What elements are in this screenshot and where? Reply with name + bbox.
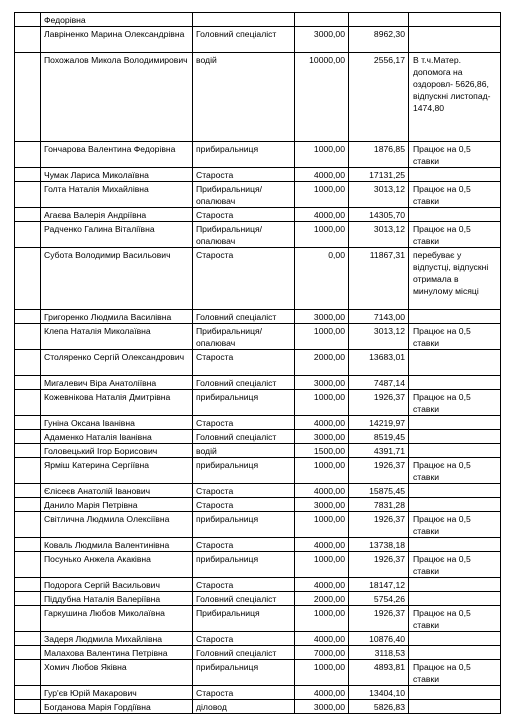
position-cell: Староста — [193, 350, 295, 376]
salary-cell: 3000,00 — [295, 498, 349, 512]
note-cell: Працює на 0,5 ставки — [409, 390, 501, 416]
paid-amount-cell: 7831,28 — [349, 498, 409, 512]
salary-cell: 2000,00 — [295, 350, 349, 376]
position-cell: Староста — [193, 632, 295, 646]
paid-amount-cell: 8962,30 — [349, 27, 409, 53]
salary-cell: 1000,00 — [295, 324, 349, 350]
table-row — [15, 498, 501, 512]
salary-cell: 4000,00 — [295, 168, 349, 182]
salary-cell: 4000,00 — [295, 578, 349, 592]
employee-name-cell: Гаркушина Любов Миколаївна — [41, 606, 193, 632]
row-index-cell — [15, 310, 41, 324]
table-row — [15, 646, 501, 660]
note-cell: перебуває у відпустці, відпускні отримала в минулому місяці — [409, 248, 501, 310]
row-index-cell — [15, 700, 41, 714]
note-cell: Працює на 0,5 ставки — [409, 222, 501, 248]
note-cell — [409, 484, 501, 498]
row-index-cell — [15, 538, 41, 552]
paid-amount-cell: 11867,31 — [349, 248, 409, 310]
note-cell — [409, 646, 501, 660]
salary-cell: 1000,00 — [295, 552, 349, 578]
position-cell: Головний спеціаліст — [193, 430, 295, 444]
paid-amount-cell: 1926,37 — [349, 606, 409, 632]
row-index-cell — [15, 142, 41, 168]
table-row — [15, 444, 501, 458]
salary-cell: 1000,00 — [295, 142, 349, 168]
employee-name-cell: Ярміш Катерина Сергіївна — [41, 458, 193, 484]
paid-amount-cell: 3118,53 — [349, 646, 409, 660]
row-index-cell — [15, 430, 41, 444]
position-cell: Головний спеціаліст — [193, 310, 295, 324]
salary-cell: 4000,00 — [295, 538, 349, 552]
employee-name-cell: Головецький Ігор Борисович — [41, 444, 193, 458]
position-cell: Староста — [193, 248, 295, 310]
row-index-cell — [15, 208, 41, 222]
note-cell — [409, 578, 501, 592]
paid-amount-cell: 3013,12 — [349, 182, 409, 208]
employee-name-cell: Посунько Анжела Акаківна — [41, 552, 193, 578]
employee-name-cell: Гуніна Оксана Іванівна — [41, 416, 193, 430]
table-row — [15, 606, 501, 632]
note-cell — [409, 592, 501, 606]
table-row — [15, 27, 501, 53]
salary-cell: 4000,00 — [295, 632, 349, 646]
note-cell: Працює на 0,5 ставки — [409, 182, 501, 208]
table-row — [15, 484, 501, 498]
salary-cell: 1000,00 — [295, 660, 349, 686]
position-cell: Прибиральниця/ опалювач — [193, 324, 295, 350]
salary-cell: 3000,00 — [295, 700, 349, 714]
paid-amount-cell: 2556,17 — [349, 53, 409, 142]
row-index-cell — [15, 484, 41, 498]
salary-cell: 7000,00 — [295, 646, 349, 660]
salary-cell: 2000,00 — [295, 592, 349, 606]
table-row — [15, 512, 501, 538]
table-row — [15, 430, 501, 444]
employee-name-cell: Агаєва Валерія Андріївна — [41, 208, 193, 222]
salary-cell: 10000,00 — [295, 53, 349, 142]
row-index-cell — [15, 444, 41, 458]
table-row — [15, 458, 501, 484]
table-row — [15, 248, 501, 310]
employee-name-cell: Лавріненко Марина Олександрівна — [41, 27, 193, 53]
position-cell: Головний спеціаліст — [193, 376, 295, 390]
employee-name-cell: Гур'єв Юрій Макарович — [41, 686, 193, 700]
row-index-cell — [15, 376, 41, 390]
position-cell: Староста — [193, 498, 295, 512]
position-cell: Староста — [193, 686, 295, 700]
row-index-cell — [15, 168, 41, 182]
salary-table — [14, 12, 501, 714]
employee-name-cell: Радченко Галина Віталіївна — [41, 222, 193, 248]
employee-name-cell: Субота Володимир Васильович — [41, 248, 193, 310]
row-index-cell — [15, 632, 41, 646]
note-cell — [409, 444, 501, 458]
row-index-cell — [15, 222, 41, 248]
note-cell — [409, 430, 501, 444]
row-index-cell — [15, 498, 41, 512]
table-row — [15, 686, 501, 700]
position-cell: водій — [193, 444, 295, 458]
salary-cell: 1000,00 — [295, 512, 349, 538]
row-index-cell — [15, 350, 41, 376]
salary-cell: 3000,00 — [295, 376, 349, 390]
salary-cell: 0,00 — [295, 248, 349, 310]
row-index-cell — [15, 552, 41, 578]
paid-amount-cell: 3013,12 — [349, 222, 409, 248]
paid-amount-cell: 1926,37 — [349, 458, 409, 484]
table-row — [15, 142, 501, 168]
note-cell: Працює на 0,5 ставки — [409, 142, 501, 168]
employee-name-cell: Адаменко Наталія Іванівна — [41, 430, 193, 444]
position-cell: Староста — [193, 484, 295, 498]
paid-amount-cell: 13404,10 — [349, 686, 409, 700]
paid-amount-cell: 17131,25 — [349, 168, 409, 182]
paid-amount-cell: 13738,18 — [349, 538, 409, 552]
row-index-cell — [15, 182, 41, 208]
position-cell: Староста — [193, 538, 295, 552]
position-cell: прибиральниця — [193, 552, 295, 578]
position-cell: прибиральниця — [193, 142, 295, 168]
employee-name-cell: Мигалевич Віра Анатоліївна — [41, 376, 193, 390]
row-index-cell — [15, 578, 41, 592]
salary-cell: 1000,00 — [295, 182, 349, 208]
position-cell: діловод — [193, 700, 295, 714]
row-index-cell — [15, 606, 41, 632]
position-cell: Головний спеціаліст — [193, 27, 295, 53]
position-cell: Староста — [193, 416, 295, 430]
paid-amount-cell: 18147,12 — [349, 578, 409, 592]
note-cell: В т.ч.Матер. допомога на оздоровл- 5626,86, відпускні листопад- 1474,80 — [409, 53, 501, 142]
paid-amount-cell: 1926,37 — [349, 512, 409, 538]
salary-cell: 1000,00 — [295, 606, 349, 632]
employee-name-cell: Голта Наталія Михайлівна — [41, 182, 193, 208]
paid-amount-cell: 1876,85 — [349, 142, 409, 168]
salary-cell — [295, 13, 349, 27]
employee-name-cell: Хомич Любов Яківна — [41, 660, 193, 686]
employee-name-cell: Богданова Марія Гордіївна — [41, 700, 193, 714]
employee-name-cell: Клепа Наталія Миколаївна — [41, 324, 193, 350]
note-cell — [409, 168, 501, 182]
row-index-cell — [15, 458, 41, 484]
table-row — [15, 222, 501, 248]
note-cell — [409, 538, 501, 552]
table-row — [15, 376, 501, 390]
salary-cell: 1500,00 — [295, 444, 349, 458]
employee-name-cell: Світлична Людмила Олексіївна — [41, 512, 193, 538]
paid-amount-cell: 1926,37 — [349, 552, 409, 578]
employee-name-cell: Чумак Лариса Миколаївна — [41, 168, 193, 182]
table-row — [15, 592, 501, 606]
position-cell: Прибиральниця — [193, 606, 295, 632]
employee-name-cell: Данило Марія Петрівна — [41, 498, 193, 512]
employee-name-cell: Коваль Людмила Валентинівна — [41, 538, 193, 552]
table-row — [15, 390, 501, 416]
paid-amount-cell: 4893,81 — [349, 660, 409, 686]
employee-name-cell: Столяренко Сергій Олександрович — [41, 350, 193, 376]
salary-cell: 3000,00 — [295, 430, 349, 444]
employee-name-cell: Єлісеєв Анатолій Іванович — [41, 484, 193, 498]
row-index-cell — [15, 13, 41, 27]
position-cell: прибиральниця — [193, 458, 295, 484]
table-row — [15, 182, 501, 208]
position-cell: прибиральниця — [193, 660, 295, 686]
note-cell — [409, 13, 501, 27]
row-index-cell — [15, 324, 41, 350]
salary-cell: 4000,00 — [295, 484, 349, 498]
note-cell — [409, 632, 501, 646]
paid-amount-cell: 15875,45 — [349, 484, 409, 498]
table-row — [15, 538, 501, 552]
paid-amount-cell: 14305,70 — [349, 208, 409, 222]
table-row — [15, 310, 501, 324]
note-cell — [409, 376, 501, 390]
table-row — [15, 660, 501, 686]
table-row — [15, 13, 501, 27]
note-cell — [409, 310, 501, 324]
row-index-cell — [15, 686, 41, 700]
note-cell: Працює на 0,5 ставки — [409, 458, 501, 484]
salary-cell: 4000,00 — [295, 416, 349, 430]
employee-name-cell: Малахова Валентина Петрівна — [41, 646, 193, 660]
position-cell: Головний спеціаліст — [193, 646, 295, 660]
paid-amount-cell: 4391,71 — [349, 444, 409, 458]
position-cell: Староста — [193, 168, 295, 182]
note-cell — [409, 350, 501, 376]
row-index-cell — [15, 248, 41, 310]
paid-amount-cell: 5754,26 — [349, 592, 409, 606]
table-row — [15, 416, 501, 430]
note-cell: Працює на 0,5 ставки — [409, 324, 501, 350]
paid-amount-cell: 10876,40 — [349, 632, 409, 646]
employee-name-cell: Задеря Людмила Михайлівна — [41, 632, 193, 646]
paid-amount-cell: 13683,01 — [349, 350, 409, 376]
row-index-cell — [15, 27, 41, 53]
table-row — [15, 552, 501, 578]
paid-amount-cell: 7487,14 — [349, 376, 409, 390]
employee-name-cell: Федорівна — [41, 13, 193, 27]
note-cell: Працює на 0,5 ставки — [409, 660, 501, 686]
salary-cell: 1000,00 — [295, 458, 349, 484]
table-row — [15, 700, 501, 714]
table-row — [15, 53, 501, 142]
paid-amount-cell: 3013,12 — [349, 324, 409, 350]
employee-name-cell: Подорога Сергій Васильович — [41, 578, 193, 592]
row-index-cell — [15, 53, 41, 142]
table-row — [15, 578, 501, 592]
note-cell — [409, 208, 501, 222]
salary-cell: 3000,00 — [295, 310, 349, 324]
salary-cell: 1000,00 — [295, 390, 349, 416]
position-cell: прибиральниця — [193, 512, 295, 538]
position-cell: водій — [193, 53, 295, 142]
table-row — [15, 168, 501, 182]
note-cell: Працює на 0,5 ставки — [409, 512, 501, 538]
position-cell: Головний спеціаліст — [193, 592, 295, 606]
paid-amount-cell — [349, 13, 409, 27]
paid-amount-cell: 14219,97 — [349, 416, 409, 430]
note-cell: Працює на 0,5 ставки — [409, 552, 501, 578]
employee-name-cell: Григоренко Людмила Василівна — [41, 310, 193, 324]
salary-cell: 1000,00 — [295, 222, 349, 248]
note-cell — [409, 416, 501, 430]
position-cell: Прибиральниця/ опалювач — [193, 222, 295, 248]
paid-amount-cell: 1926,37 — [349, 390, 409, 416]
position-cell: Староста — [193, 578, 295, 592]
salary-table-body — [15, 13, 501, 714]
row-index-cell — [15, 512, 41, 538]
salary-cell: 4000,00 — [295, 208, 349, 222]
row-index-cell — [15, 660, 41, 686]
note-cell — [409, 498, 501, 512]
position-cell: Староста — [193, 208, 295, 222]
paid-amount-cell: 8519,45 — [349, 430, 409, 444]
employee-name-cell: Гончарова Валентина Федорівна — [41, 142, 193, 168]
row-index-cell — [15, 592, 41, 606]
paid-amount-cell: 7143,00 — [349, 310, 409, 324]
employee-name-cell: Піддубна Наталія Валеріївна — [41, 592, 193, 606]
employee-name-cell: Кожевнікова Наталія Дмитрівна — [41, 390, 193, 416]
note-cell — [409, 700, 501, 714]
table-row — [15, 632, 501, 646]
row-index-cell — [15, 416, 41, 430]
note-cell — [409, 27, 501, 53]
note-cell: Працює на 0,5 ставки — [409, 606, 501, 632]
salary-cell: 4000,00 — [295, 686, 349, 700]
position-cell — [193, 13, 295, 27]
note-cell — [409, 686, 501, 700]
table-row — [15, 350, 501, 376]
position-cell: Прибиральниця/ опалювач — [193, 182, 295, 208]
paid-amount-cell: 5826,83 — [349, 700, 409, 714]
row-index-cell — [15, 646, 41, 660]
position-cell: прибиральниця — [193, 390, 295, 416]
table-row — [15, 208, 501, 222]
table-row — [15, 324, 501, 350]
salary-cell: 3000,00 — [295, 27, 349, 53]
employee-name-cell: Похожалов Микола Володимирович — [41, 53, 193, 142]
row-index-cell — [15, 390, 41, 416]
